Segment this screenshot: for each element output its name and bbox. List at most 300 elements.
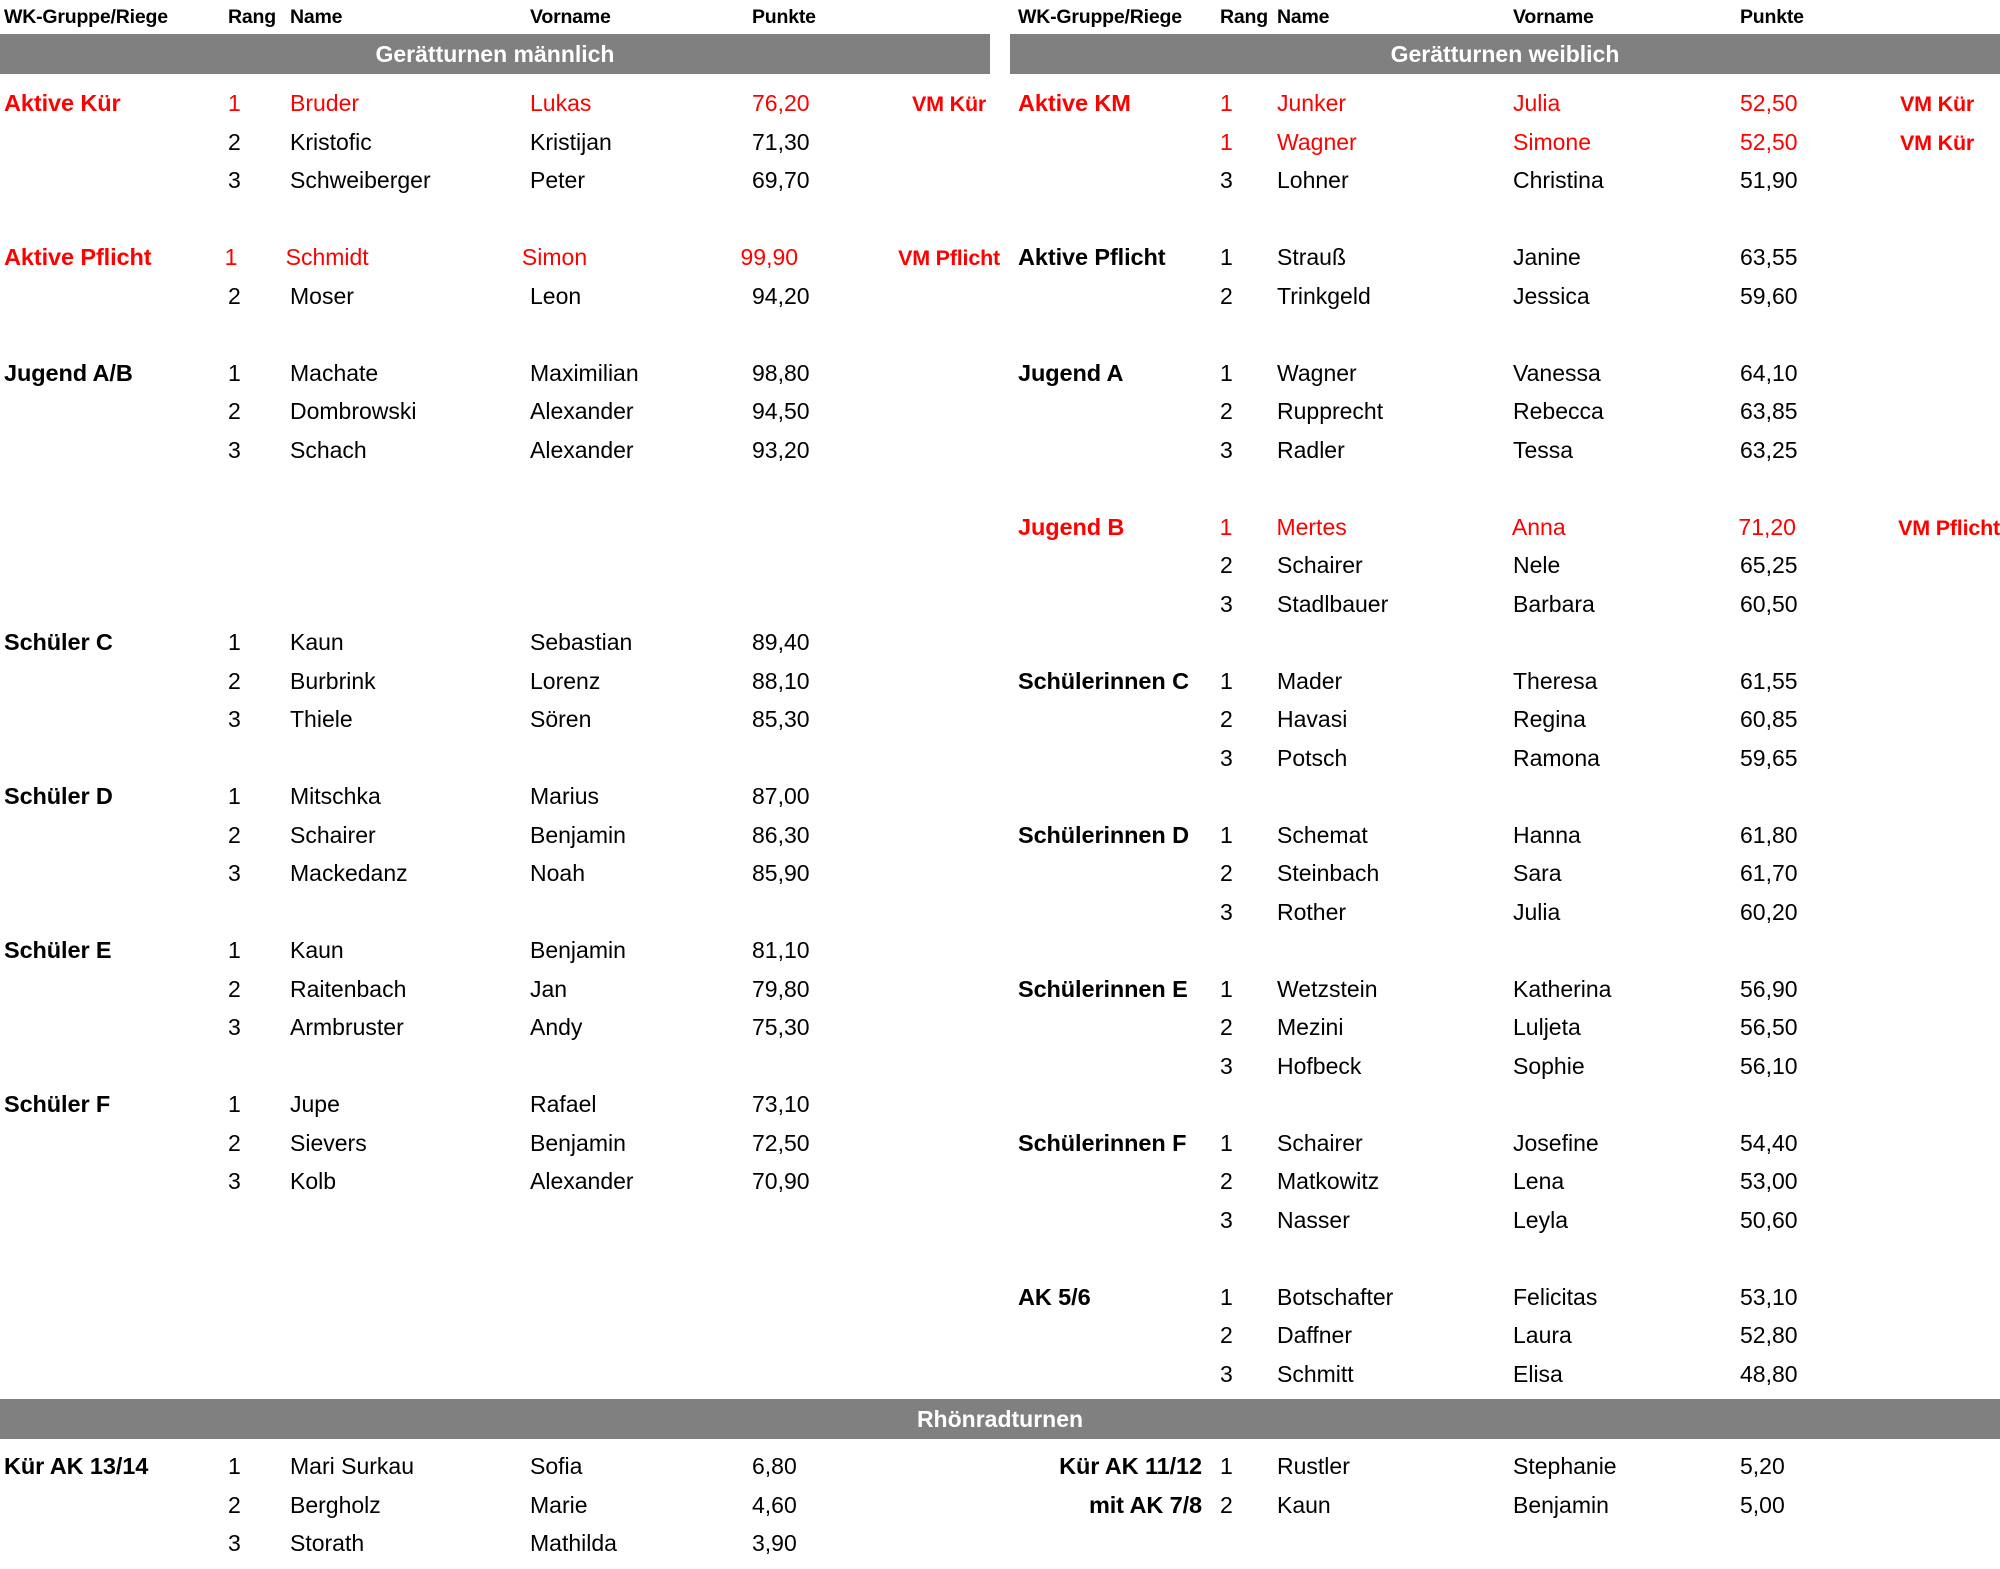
rank-cell: 2 <box>1220 1168 1233 1194</box>
points-cell: 87,00 <box>752 783 810 809</box>
firstname-cell: Anna <box>1511 513 1566 540</box>
row-spacer <box>1000 475 2000 514</box>
row-spacer <box>0 1322 1000 1361</box>
table-row <box>0 783 1000 822</box>
points-cell: 85,30 <box>752 706 810 732</box>
firstname-cell: Ramona <box>1513 744 1600 771</box>
rank-cell: 3 <box>228 436 241 463</box>
firstname-cell: Hanna <box>1513 821 1581 848</box>
firstname-cell: Luljeta <box>1513 1014 1581 1040</box>
column-headers-left <box>0 0 1000 34</box>
firstname-cell: Noah <box>530 860 585 886</box>
points-cell: 75,30 <box>752 1014 810 1040</box>
firstname-cell: Mathilda <box>530 1530 617 1556</box>
points-cell: 5,00 <box>1740 1491 1785 1518</box>
rank-cell: 2 <box>1220 398 1233 424</box>
rank-cell: 2 <box>1220 1014 1233 1040</box>
table-row <box>0 976 1000 1015</box>
name-cell: Burbrink <box>290 667 376 694</box>
rank-cell: 3 <box>228 167 241 193</box>
table-row <box>0 706 1000 745</box>
points-cell: 6,80 <box>752 1453 797 1479</box>
points-cell: 88,10 <box>752 667 810 694</box>
qualification-badge: VM Kür <box>1900 130 1975 155</box>
firstname-cell: Julia <box>1513 90 1561 116</box>
results-column-women <box>1000 90 2000 1399</box>
firstname-cell: Alexander <box>530 398 634 424</box>
table-row <box>1000 1322 2000 1361</box>
firstname-cell: Kristijan <box>530 128 612 155</box>
name-cell: Jupe <box>290 1091 340 1117</box>
name-cell: Hofbeck <box>1277 1052 1362 1079</box>
firstname-cell: Leon <box>530 282 582 309</box>
wheel-column-right <box>1000 1453 2000 1569</box>
rank-cell: 2 <box>1220 282 1233 309</box>
points-cell: 54,40 <box>1740 1129 1798 1156</box>
row-spacer <box>0 1361 1000 1400</box>
table-row <box>0 1453 1000 1492</box>
rank-cell: 1 <box>1220 667 1233 694</box>
group-label: Schüler F <box>4 1091 111 1117</box>
rank-cell: 1 <box>1220 975 1233 1002</box>
firstname-cell: Sara <box>1513 860 1562 886</box>
table-row <box>1000 1361 2000 1400</box>
name-cell: Wagner <box>1277 128 1357 155</box>
points-cell: 48,80 <box>1740 1360 1798 1387</box>
results-body <box>0 90 2000 1399</box>
column-headers <box>0 0 2000 34</box>
table-row <box>1000 552 2000 591</box>
rank-cell: 2 <box>1220 552 1233 578</box>
points-cell: 59,60 <box>1740 282 1798 309</box>
points-cell: 93,20 <box>752 436 810 463</box>
rank-cell: 1 <box>1220 244 1233 270</box>
points-cell: 71,20 <box>1738 513 1796 540</box>
group-label: Aktive KM <box>1018 90 1131 116</box>
group-label: Schülerinnen F <box>1018 1129 1187 1156</box>
header-vorname-right: Vorname <box>1513 5 1594 28</box>
points-cell: 61,70 <box>1740 860 1798 886</box>
rank-cell: 3 <box>1220 744 1233 771</box>
rank-cell: 3 <box>1220 167 1233 193</box>
name-cell: Botschafter <box>1277 1283 1394 1310</box>
table-row <box>0 398 1000 437</box>
results-column-men <box>0 90 1000 1399</box>
table-row <box>1000 976 2000 1015</box>
firstname-cell: Tessa <box>1513 436 1574 463</box>
row-spacer <box>0 899 1000 938</box>
name-cell: Kaun <box>290 629 344 655</box>
points-cell: 85,90 <box>752 860 810 886</box>
firstname-cell: Benjamin <box>530 937 626 963</box>
rank-cell: 1 <box>228 1453 241 1479</box>
firstname-cell: Nele <box>1513 552 1561 578</box>
group-label: Aktive Pflicht <box>1018 244 1166 270</box>
header-rang-right: Rang <box>1220 5 1268 28</box>
qualification-badge: VM Pflicht <box>898 246 1000 270</box>
name-cell: Wagner <box>1277 359 1357 386</box>
points-cell: 56,90 <box>1740 975 1798 1002</box>
firstname-cell: Josefine <box>1513 1129 1599 1156</box>
firstname-cell: Vanessa <box>1513 359 1601 386</box>
points-cell: 5,20 <box>1740 1453 1785 1479</box>
rank-cell: 2 <box>228 1491 241 1518</box>
rank-cell: 1 <box>228 90 241 116</box>
group-label: Schüler E <box>4 937 112 963</box>
firstname-cell: Lukas <box>530 90 592 116</box>
wheel-banner-row <box>0 1399 2000 1439</box>
points-cell: 64,10 <box>1740 359 1798 386</box>
firstname-cell: Laura <box>1513 1322 1572 1348</box>
row-spacer <box>1000 783 2000 822</box>
rank-cell: 2 <box>228 1129 241 1156</box>
header-punkte-right: Punkte <box>1740 5 1804 28</box>
banner-geraetturnen-weiblich: Gerätturnen weiblich <box>1010 34 2000 74</box>
group-label: Aktive Pflicht <box>4 244 152 270</box>
firstname-cell: Sebastian <box>530 629 633 655</box>
table-row <box>1000 706 2000 745</box>
table-row <box>0 629 1000 668</box>
points-cell: 61,80 <box>1740 821 1798 848</box>
table-row <box>1000 1168 2000 1207</box>
name-cell: Mezini <box>1277 1014 1344 1040</box>
rank-cell: 1 <box>228 1091 241 1117</box>
firstname-cell: Leyla <box>1513 1206 1568 1233</box>
firstname-cell: Marius <box>530 783 600 809</box>
rank-cell: 2 <box>1220 1322 1233 1348</box>
table-row <box>0 1530 1000 1569</box>
table-row <box>0 1492 1000 1531</box>
firstname-cell: Theresa <box>1513 667 1598 694</box>
group-label: mit AK 7/8 <box>1088 1491 1202 1518</box>
table-row <box>0 129 1000 168</box>
row-spacer <box>0 475 1000 514</box>
rank-cell: 1 <box>1220 90 1233 116</box>
rank-cell: 1 <box>1220 1129 1233 1156</box>
points-cell: 56,10 <box>1740 1052 1798 1079</box>
points-cell: 52,80 <box>1740 1322 1798 1348</box>
name-cell: Schweiberger <box>290 167 431 193</box>
table-row <box>0 822 1000 861</box>
firstname-cell: Jessica <box>1513 282 1590 309</box>
points-cell: 99,90 <box>740 244 799 270</box>
name-cell: Schairer <box>290 821 376 848</box>
row-spacer <box>1000 206 2000 245</box>
group-label: Schüler C <box>4 629 113 655</box>
rank-cell: 1 <box>228 783 241 809</box>
firstname-cell: Rafael <box>530 1091 597 1117</box>
name-cell: Stadlbauer <box>1277 590 1389 617</box>
points-cell: 60,50 <box>1740 590 1798 617</box>
points-cell: 60,85 <box>1740 706 1798 732</box>
column-headers-right <box>1000 0 2000 34</box>
name-cell: Machate <box>290 359 379 386</box>
table-row <box>0 1168 1000 1207</box>
table-row <box>0 1014 1000 1053</box>
name-cell: Mertes <box>1276 513 1347 540</box>
name-cell: Dombrowski <box>290 398 417 424</box>
points-cell: 94,20 <box>752 282 810 309</box>
name-cell: Strauß <box>1277 244 1347 270</box>
group-label: Jugend B <box>1018 513 1125 540</box>
points-cell: 70,90 <box>752 1168 810 1194</box>
table-row <box>1000 822 2000 861</box>
header-name-right: Name <box>1277 5 1330 28</box>
firstname-cell: Benjamin <box>530 821 626 848</box>
firstname-cell: Alexander <box>530 436 634 463</box>
points-cell: 50,60 <box>1740 1206 1798 1233</box>
firstname-cell: Sören <box>530 706 592 732</box>
name-cell: Armbruster <box>290 1014 404 1040</box>
qualification-badge: VM Kür <box>912 92 987 116</box>
qualification-badge: VM Pflicht <box>1898 515 2000 540</box>
header-punkte: Punkte <box>752 5 816 28</box>
firstname-cell: Benjamin <box>530 1129 626 1156</box>
table-row <box>1000 668 2000 707</box>
rank-cell: 1 <box>1220 359 1233 386</box>
table-row <box>0 244 1000 283</box>
table-row <box>0 437 1000 476</box>
row-spacer <box>1000 321 2000 360</box>
group-label: Schülerinnen E <box>1018 975 1188 1002</box>
name-cell: Kolb <box>290 1168 337 1194</box>
table-row <box>1000 1014 2000 1053</box>
firstname-cell: Sophie <box>1513 1052 1585 1079</box>
rank-cell: 2 <box>1220 706 1233 732</box>
group-label: AK 5/6 <box>1018 1283 1091 1310</box>
name-cell: Daffner <box>1277 1322 1353 1348</box>
table-row <box>1000 1130 2000 1169</box>
name-cell: Mitschka <box>290 783 381 809</box>
points-cell: 4,60 <box>752 1491 797 1518</box>
points-cell: 60,20 <box>1740 898 1798 925</box>
group-label: Schüler D <box>4 783 113 809</box>
table-row <box>1000 283 2000 322</box>
rank-cell: 1 <box>1219 513 1233 540</box>
table-row <box>0 167 1000 206</box>
name-cell: Thiele <box>290 706 353 732</box>
name-cell: Steinbach <box>1277 860 1380 886</box>
name-cell: Schmidt <box>285 244 369 270</box>
firstname-cell: Lorenz <box>530 667 601 694</box>
firstname-cell: Felicitas <box>1513 1283 1598 1310</box>
points-cell: 53,00 <box>1740 1168 1798 1194</box>
name-cell: Wetzstein <box>1277 975 1378 1002</box>
name-cell: Mackedanz <box>290 860 408 886</box>
table-row <box>0 360 1000 399</box>
points-cell: 53,10 <box>1740 1283 1798 1310</box>
firstname-cell: Lena <box>1513 1168 1565 1194</box>
points-cell: 79,80 <box>752 975 810 1002</box>
banner-gap <box>990 34 1010 74</box>
rank-cell: 2 <box>1220 860 1233 886</box>
firstname-cell: Peter <box>530 167 585 193</box>
name-cell: Mari Surkau <box>290 1453 414 1479</box>
name-cell: Rustler <box>1277 1453 1350 1479</box>
rank-cell: 1 <box>1220 1453 1233 1479</box>
group-label: Schülerinnen D <box>1018 821 1189 848</box>
table-row <box>0 860 1000 899</box>
name-cell: Schemat <box>1277 821 1368 848</box>
rank-cell: 3 <box>228 860 241 886</box>
table-row <box>1000 899 2000 938</box>
row-spacer <box>0 514 1000 553</box>
row-spacer <box>1000 1091 2000 1130</box>
points-cell: 63,25 <box>1740 436 1798 463</box>
row-spacer <box>0 745 1000 784</box>
rank-cell: 3 <box>1220 1052 1233 1079</box>
name-cell: Radler <box>1277 436 1345 463</box>
points-cell: 73,10 <box>752 1091 810 1117</box>
name-cell: Raitenbach <box>290 975 407 1002</box>
points-cell: 71,30 <box>752 128 810 155</box>
points-cell: 59,65 <box>1740 744 1798 771</box>
group-label: Schülerinnen C <box>1018 667 1189 694</box>
table-row <box>0 1130 1000 1169</box>
rank-cell: 2 <box>1220 1491 1233 1518</box>
name-cell: Junker <box>1277 90 1347 116</box>
table-row <box>1000 167 2000 206</box>
firstname-cell: Maximilian <box>530 359 639 386</box>
name-cell: Lohner <box>1277 167 1349 193</box>
points-cell: 94,50 <box>752 398 810 424</box>
points-cell: 56,50 <box>1740 1014 1798 1040</box>
header-wk-gruppe-right: WK-Gruppe/Riege <box>1018 5 1182 28</box>
group-label: Kür AK 11/12 <box>1059 1453 1202 1479</box>
points-cell: 89,40 <box>752 629 810 655</box>
name-cell: Kaun <box>1277 1491 1331 1518</box>
row-spacer <box>0 1053 1000 1092</box>
table-row <box>1000 514 2000 553</box>
wheel-column-left <box>0 1453 1000 1569</box>
points-cell: 63,85 <box>1740 398 1798 424</box>
table-row <box>1000 129 2000 168</box>
firstname-cell: Benjamin <box>1513 1491 1609 1518</box>
table-row <box>1000 745 2000 784</box>
name-cell: Kristofic <box>290 128 372 155</box>
points-cell: 69,70 <box>752 167 810 193</box>
rank-cell: 1 <box>228 937 241 963</box>
rank-cell: 2 <box>228 975 241 1002</box>
firstname-cell: Elisa <box>1513 1360 1563 1387</box>
points-cell: 72,50 <box>752 1129 810 1156</box>
rank-cell: 1 <box>228 359 241 386</box>
points-cell: 65,25 <box>1740 552 1798 578</box>
table-row <box>1000 860 2000 899</box>
table-row <box>1000 1492 2000 1531</box>
rank-cell: 2 <box>228 128 241 155</box>
rank-cell: 2 <box>228 821 241 848</box>
row-spacer <box>0 552 1000 591</box>
table-row <box>1000 90 2000 129</box>
rank-cell: 1 <box>1220 821 1233 848</box>
name-cell: Kaun <box>290 937 344 963</box>
group-label: Jugend A <box>1018 359 1124 386</box>
name-cell: Potsch <box>1277 744 1348 771</box>
rank-cell: 2 <box>228 667 241 694</box>
row-spacer <box>0 1245 1000 1284</box>
row-spacer <box>1000 629 2000 668</box>
name-cell: Mader <box>1277 667 1343 694</box>
points-cell: 52,50 <box>1740 90 1798 116</box>
group-label: Aktive Kür <box>4 90 121 116</box>
row-spacer <box>0 591 1000 630</box>
firstname-cell: Regina <box>1513 706 1586 732</box>
rank-cell: 3 <box>228 706 241 732</box>
qualification-badge: VM Kür <box>1900 92 1975 116</box>
row-spacer <box>0 206 1000 245</box>
firstname-cell: Alexander <box>530 1168 634 1194</box>
points-cell: 86,30 <box>752 821 810 848</box>
rank-cell: 3 <box>1220 436 1233 463</box>
group-label: Kür AK 13/14 <box>4 1453 149 1479</box>
firstname-cell: Rebecca <box>1513 398 1604 424</box>
firstname-cell: Marie <box>530 1491 588 1518</box>
points-cell: 98,80 <box>752 359 810 386</box>
points-cell: 76,20 <box>752 90 810 116</box>
points-cell: 3,90 <box>752 1530 797 1556</box>
row-spacer <box>0 321 1000 360</box>
row-spacer <box>0 1284 1000 1323</box>
name-cell: Schmitt <box>1277 1360 1354 1387</box>
table-row <box>1000 1284 2000 1323</box>
points-cell: 51,90 <box>1740 167 1798 193</box>
name-cell: Schairer <box>1277 1129 1363 1156</box>
discipline-banner-row <box>0 34 2000 74</box>
rank-cell: 1 <box>224 244 238 270</box>
table-row <box>1000 437 2000 476</box>
table-row <box>1000 1053 2000 1092</box>
group-label: Jugend A/B <box>4 359 133 386</box>
firstname-cell: Jan <box>530 975 568 1002</box>
row-spacer <box>0 1207 1000 1246</box>
table-row <box>1000 244 2000 283</box>
header-vorname: Vorname <box>530 5 611 28</box>
points-cell: 61,55 <box>1740 667 1798 694</box>
rank-cell: 3 <box>1220 1360 1233 1387</box>
table-row <box>1000 1453 2000 1492</box>
rank-cell: 3 <box>228 1530 241 1556</box>
rank-cell: 2 <box>228 282 241 309</box>
name-cell: Schach <box>290 436 367 463</box>
name-cell: Matkowitz <box>1277 1168 1380 1194</box>
firstname-cell: Katherina <box>1513 975 1612 1002</box>
table-row <box>1000 398 2000 437</box>
header-rang: Rang <box>228 5 276 28</box>
table-row <box>0 937 1000 976</box>
table-row <box>0 1091 1000 1130</box>
name-cell: Bergholz <box>290 1491 381 1518</box>
name-cell: Schairer <box>1277 552 1363 578</box>
points-cell: 63,55 <box>1740 244 1798 270</box>
banner-rhoenradturnen: Rhönradturnen <box>0 1399 2000 1439</box>
firstname-cell: Christina <box>1513 167 1604 193</box>
rank-cell: 1 <box>228 629 241 655</box>
rank-cell: 1 <box>1220 128 1233 155</box>
rank-cell: 3 <box>228 1168 241 1194</box>
firstname-cell: Barbara <box>1513 590 1595 617</box>
rank-cell: 3 <box>1220 590 1233 617</box>
firstname-cell: Simon <box>521 244 588 270</box>
rank-cell: 2 <box>228 398 241 424</box>
name-cell: Bruder <box>290 90 360 116</box>
name-cell: Moser <box>290 282 354 309</box>
firstname-cell: Simone <box>1513 128 1591 155</box>
row-spacer <box>1000 1245 2000 1284</box>
name-cell: Sievers <box>290 1129 367 1156</box>
table-row <box>0 283 1000 322</box>
table-row <box>0 90 1000 129</box>
